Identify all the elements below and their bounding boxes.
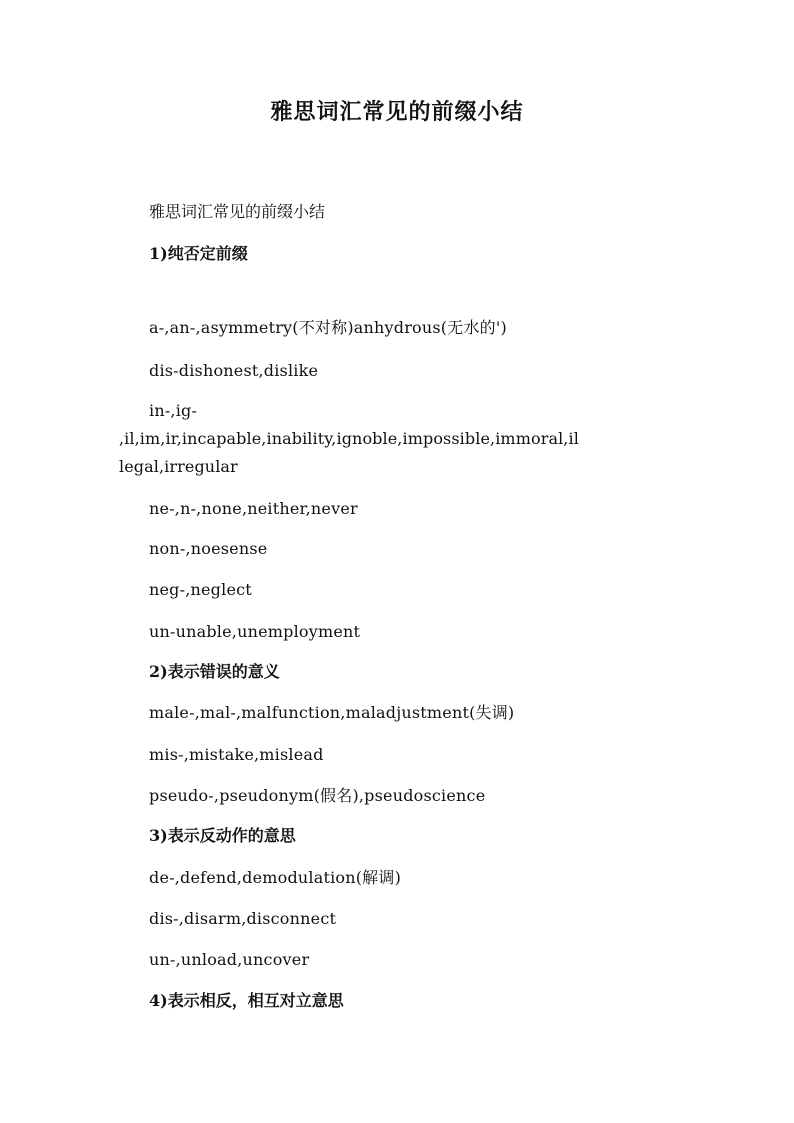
prefix-line: un-unable,unemployment [149,622,361,641]
section-heading-4: 4)表示相反，相互对立意思 [149,991,344,1010]
prefix-line-continuation: ,il,im,ir,incapable,inability,ignoble,impossible,immoral,il [119,429,579,448]
prefix-line: pseudo-,pseudonym(假名),pseudoscience [149,786,486,805]
prefix-line: ne-,n-,none,neither,never [149,499,358,518]
prefix-line: neg-,neglect [149,580,252,599]
document-title: 雅思词汇常见的前缀小结 [270,99,524,125]
prefix-line: de-,defend,demodulation(解调) [149,868,402,887]
prefix-line: a-,an-,asymmetry(不对称)anhydrous(无水的') [149,318,507,337]
section-heading-2: 2)表示错误的意义 [149,662,280,681]
prefix-line: male-,mal-,malfunction,maladjustment(失调) [149,703,515,722]
prefix-line: mis-,mistake,mislead [149,745,324,764]
section-heading-1: 1)纯否定前缀 [149,244,248,263]
prefix-line: in-,ig- [149,401,198,420]
prefix-line: non-,noesense [149,539,268,558]
section-heading-3: 3)表示反动作的意思 [149,826,296,845]
prefix-line: dis-,disarm,disconnect [149,909,337,928]
prefix-line-continuation: legal,irregular [119,457,238,476]
prefix-line: un-,unload,uncover [149,950,310,969]
document-intro: 雅思词汇常见的前缀小结 [149,202,326,221]
prefix-line: dis-dishonest,dislike [149,361,319,380]
